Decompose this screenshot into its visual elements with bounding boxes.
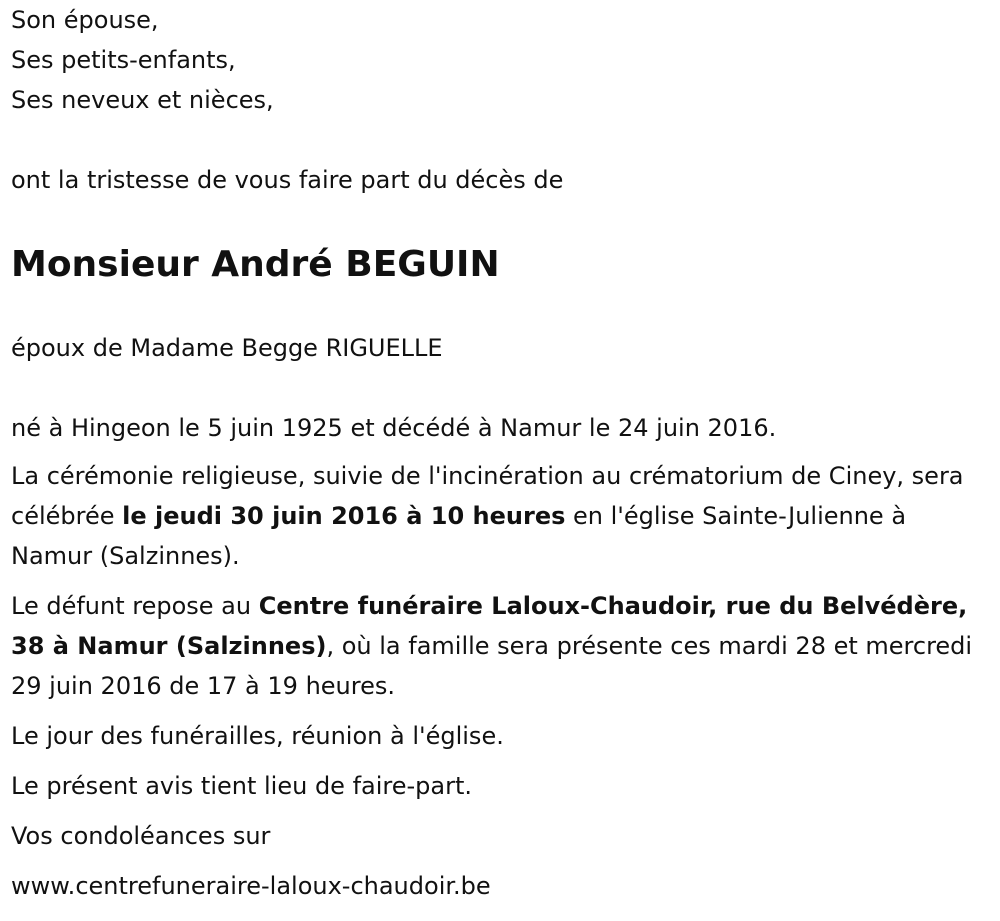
spacer [11, 120, 986, 160]
rest-paragraph [11, 586, 986, 706]
family-line-spouse: Son épouse, [11, 6, 159, 34]
family-line-grandchildren: Ses petits-enfants, [11, 46, 236, 74]
ceremony-paragraph [11, 456, 986, 576]
notice-line: Le présent avis tient lieu de faire-part. [11, 772, 473, 800]
rest-text-1: Le défunt repose au [11, 592, 259, 620]
ceremony-text-1: La cérémonie religieuse, suivie de l'incinération au crématorium de Ciney, sera célébrée [11, 462, 964, 530]
deceased-name: Monsieur André BEGUIN [11, 244, 500, 285]
family-line-nephews: Ses neveux et nièces, [11, 86, 274, 114]
ceremony-text-2: en l'église Sainte-Julienne à Namur (Salzinnes). [11, 502, 907, 570]
website-link[interactable]: www.centrefuneraire-laloux-chaudoir.be [11, 872, 491, 900]
funeral-home-address: Centre funéraire Laloux-Chaudoir, rue du Belvédère, 38 à Namur (Salzinnes) [11, 592, 968, 660]
obituary-notice [11, 0, 986, 906]
rest-text-2: , où la famille sera présente ces mardi 28 et mercredi 29 juin 2016 de 17 à 19 heures. [11, 632, 973, 700]
birth-death-line: né à Hingeon le 5 juin 1925 et décédé à Namur le 24 juin 2016. [11, 414, 777, 442]
funeral-day-line: Le jour des funérailles, réunion à l'église. [11, 722, 504, 750]
ceremony-date: le jeudi 30 juin 2016 à 10 heures [122, 502, 566, 530]
announcement-text: ont la tristesse de vous faire part du décès de [11, 166, 564, 194]
spouse-line: époux de Madame Begge RIGUELLE [11, 334, 443, 362]
condolences-label: Vos condoléances sur [11, 822, 271, 850]
